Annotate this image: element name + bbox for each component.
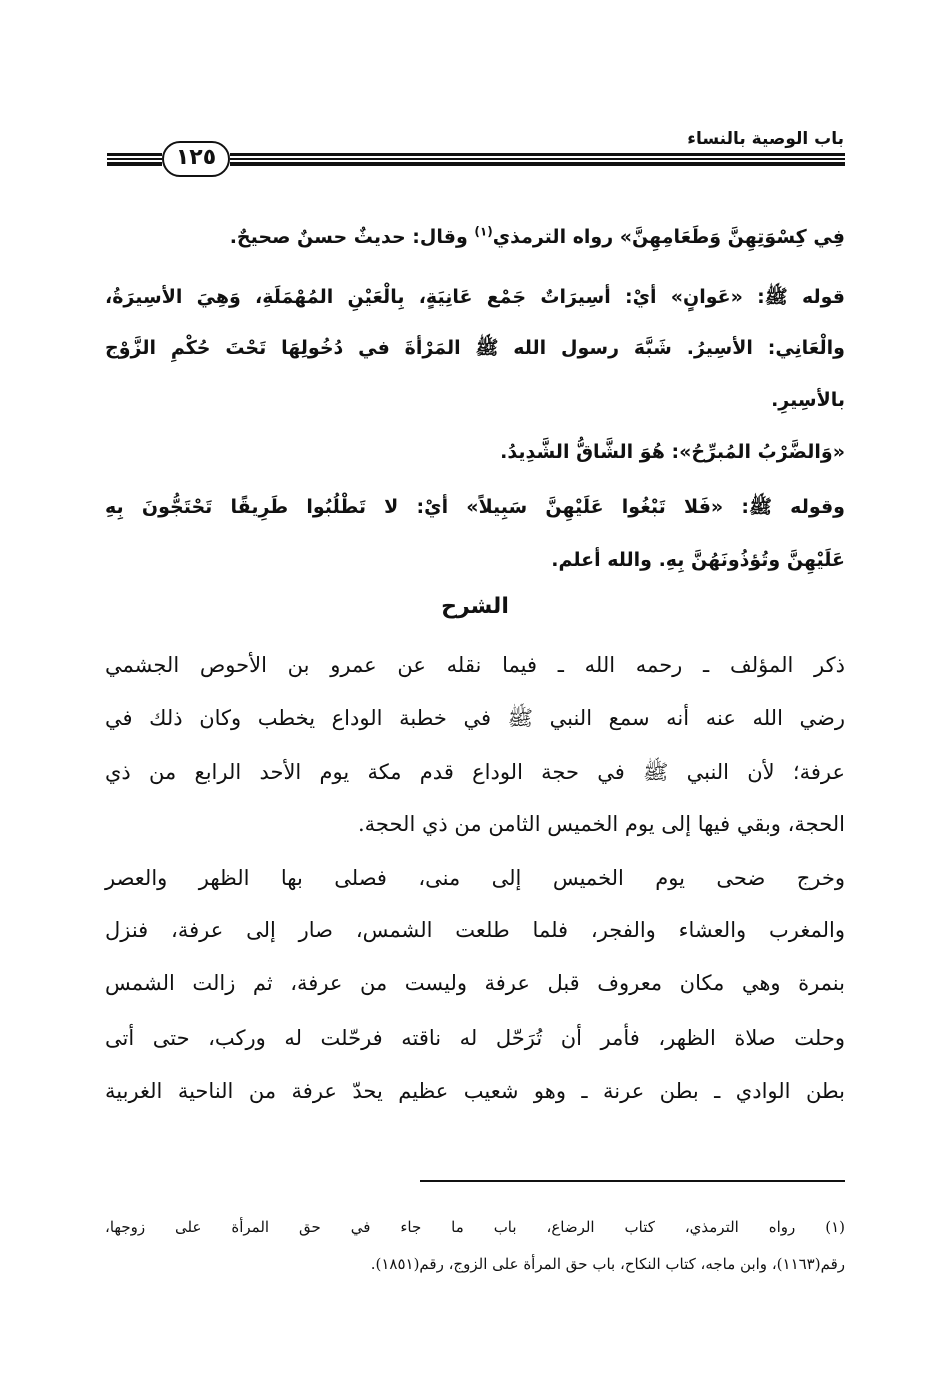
hadith-line-2: قوله ﷺ: «عَوانٍ» أيْ: أسِيرَاتٌ جَمْع عَانِيَةٍ، بِالْعَيْنِ المُهْمَلَةِ، وَهِيَ الأسِيرَةُ، bbox=[105, 286, 845, 308]
hadith-line-4: بالأسِيرِ. bbox=[771, 389, 845, 411]
footnote-line-2: رقم(١١٦٣)، وابن ماجه، كتاب النكاح، باب حق المرأة على الزوج، رقم(١٨٥١). bbox=[370, 1255, 845, 1273]
body-line-2: رضي الله عنه أنه سمع النبي ﷺ في خطبة الوداع يخطب وكان ذلك في bbox=[105, 706, 845, 730]
hadith-line-1-text: فِي كِسْوَتِهِنَّ وَطَعَامِهِنَّ» رواه الترمذي bbox=[492, 226, 845, 248]
hadith-line-1 bbox=[230, 222, 845, 252]
running-title: باب الوصية بالنساء bbox=[687, 129, 844, 149]
header-rule-left bbox=[107, 153, 162, 167]
body-line-8: وحلت صلاة الظهر، فأمر أن تُرَحّل له ناقته فرحّلت له وركب، حتى أتى bbox=[105, 1026, 845, 1050]
body-line-1: ذكر المؤلف ـ رحمه الله ـ فيما نقله عن عمرو بن الأحوص الجشمي bbox=[105, 653, 845, 677]
hadith-line-7: عَلَيْهِنَّ وتُؤذُونَهُنَّ بِهِ. والله أعلم. bbox=[551, 549, 845, 571]
footnote-marker: (١) bbox=[474, 224, 493, 239]
hadith-line-1-tail: وقال: حديثٌ حسنٌ صحيحٌ. bbox=[229, 226, 475, 248]
footnote-separator bbox=[420, 1180, 845, 1182]
hadith-line-6: وقوله ﷺ: «فَلا تَبْغُوا عَلَيْهِنَّ سَبِيلاً» أيْ: لا تَطْلُبُوا طَرِيقًا تَحْتَجُّونَ بِهِ bbox=[105, 496, 845, 518]
footnote-line-1: (١) رواه الترمذي، كتاب الرضاع، باب ما جاء في حق المرأة على زوجها، bbox=[105, 1218, 845, 1236]
section-heading: الشرح bbox=[441, 594, 509, 619]
hadith-line-5: «وَالضَّرْبُ المُبرِّحُ»: هُوَ الشَّاقُّ الشَّدِيدُ. bbox=[500, 441, 845, 463]
body-line-3: عرفة؛ لأن النبي ﷺ في حجة الوداع قدم مكة يوم الأحد الرابع من ذي bbox=[105, 760, 845, 784]
body-line-9: بطن الوادي ـ بطن عرنة ـ وهو شعيب عظيم يحدّ عرفة من الناحية الغربية bbox=[105, 1079, 845, 1103]
hadith-line-3: والْعَانِي: الأسِيرُ. شَبَّهَ رسول الله ﷺ المَرْأةَ في دُخُولِهَا تَحْتَ حُكْمِ الزَّوْج bbox=[105, 337, 845, 359]
body-line-6: والمغرب والعشاء والفجر، فلما طلعت الشمس، صار إلى عرفة، فنزل bbox=[105, 918, 845, 942]
page-number: ١٢٥ bbox=[162, 141, 230, 177]
body-line-4: الحجة، وبقي فيها إلى يوم الخميس الثامن من ذي الحجة. bbox=[358, 812, 845, 836]
body-line-7: بنمرة وهي مكان معروف قبل عرفة وليست من عرفة، ثم زالت الشمس bbox=[105, 971, 845, 995]
body-line-5: وخرج ضحى يوم الخميس إلى منى، فصلى بها الظهر والعصر bbox=[105, 866, 845, 890]
header-rule-right bbox=[230, 153, 845, 167]
